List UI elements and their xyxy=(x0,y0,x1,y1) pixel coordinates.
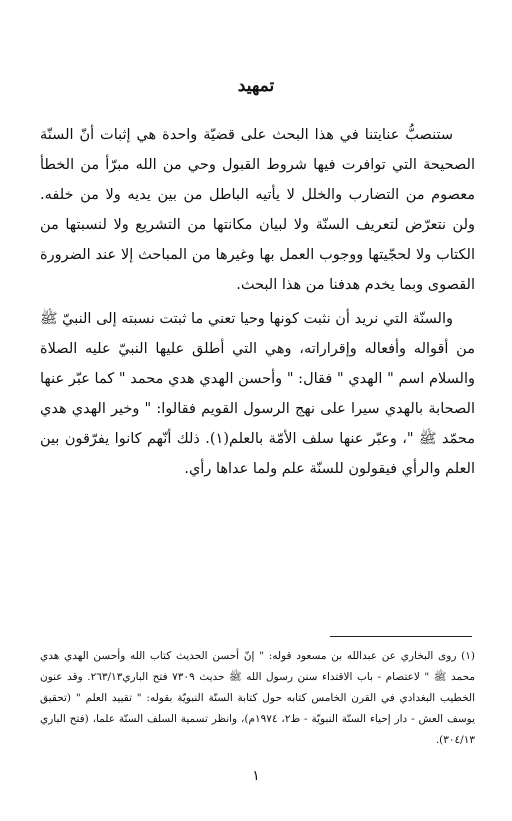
body-text xyxy=(40,120,475,484)
footnote: (١) روى البخاري عن عبدالله بن مسعود قوله: " إنّ أحسن الحديث كتاب الله وأحسن الهدي هدي محمد ﷺ " لاعتصام - باب الاقتداء سنن رسول الله ﷺ حديث ٧٣٠٩ فتح الباري٢٦٣/١٣. وقد عنون الخطيب البغدادي في القرن الخامس كتابه حول كتابة السنّة النبويّة بقوله: " تقييد العلم " (تحقيق يوسف العش - دار إحياء السنّة النبويّة - ط٢، ١٩٧٤م)، وانظر تسمية السلف السنّة علما، (فتح الباري ٣٠٤/١٣). xyxy=(40,650,475,746)
page-title: تمهيد xyxy=(237,76,275,96)
footnote-divider xyxy=(330,636,472,637)
paragraph: ستنصبُّ عنايتنا في هذا البحث على قضيّة واحدة هي إثبات أنّ السنّة الصحيحة التي توافرت فيها شروط القبول وحي من الله مبرّأ من الخطأ معصوم من التضارب والخلل لا يأتيه الباطل من بين يديه ولا من خلفه. ولن نتعرّض لتعريف السنّة ولا لبيان مكانتها من التشريع ولا لنسبتها من الكتاب ولا لحجّيتها ووجوب العمل بها وغيرها من المباحث إلا عند الضرورة القصوى وبما يخدم هدفنا من هذا البحث. xyxy=(40,127,475,293)
footnotes xyxy=(40,646,475,751)
page-number: ١ xyxy=(252,768,260,784)
paragraph: والسنّة التي نريد أن نثبت كونها وحيا تعني ما ثبتت نسبته إلى النبيّ ﷺ من أقواله وأفعاله وإقراراته، وهي التي أطلق عليها النبيّ عليه الصلاة والسلام اسم " الهدي " فقال: " وأحسن الهدي هدي محمد " كما عبّر عنها الصحابة بالهدي سيرا على نهج الرسول القويم فقالوا: " وخير الهدي هدي محمّد ﷺ "، وعبّر عنها سلف الأمّة بالعلم(١). ذلك أنّهم كانوا يفرّقون بين العلم والرأي فيقولون للسنّة علم ولما عداها رأي. xyxy=(40,311,475,477)
